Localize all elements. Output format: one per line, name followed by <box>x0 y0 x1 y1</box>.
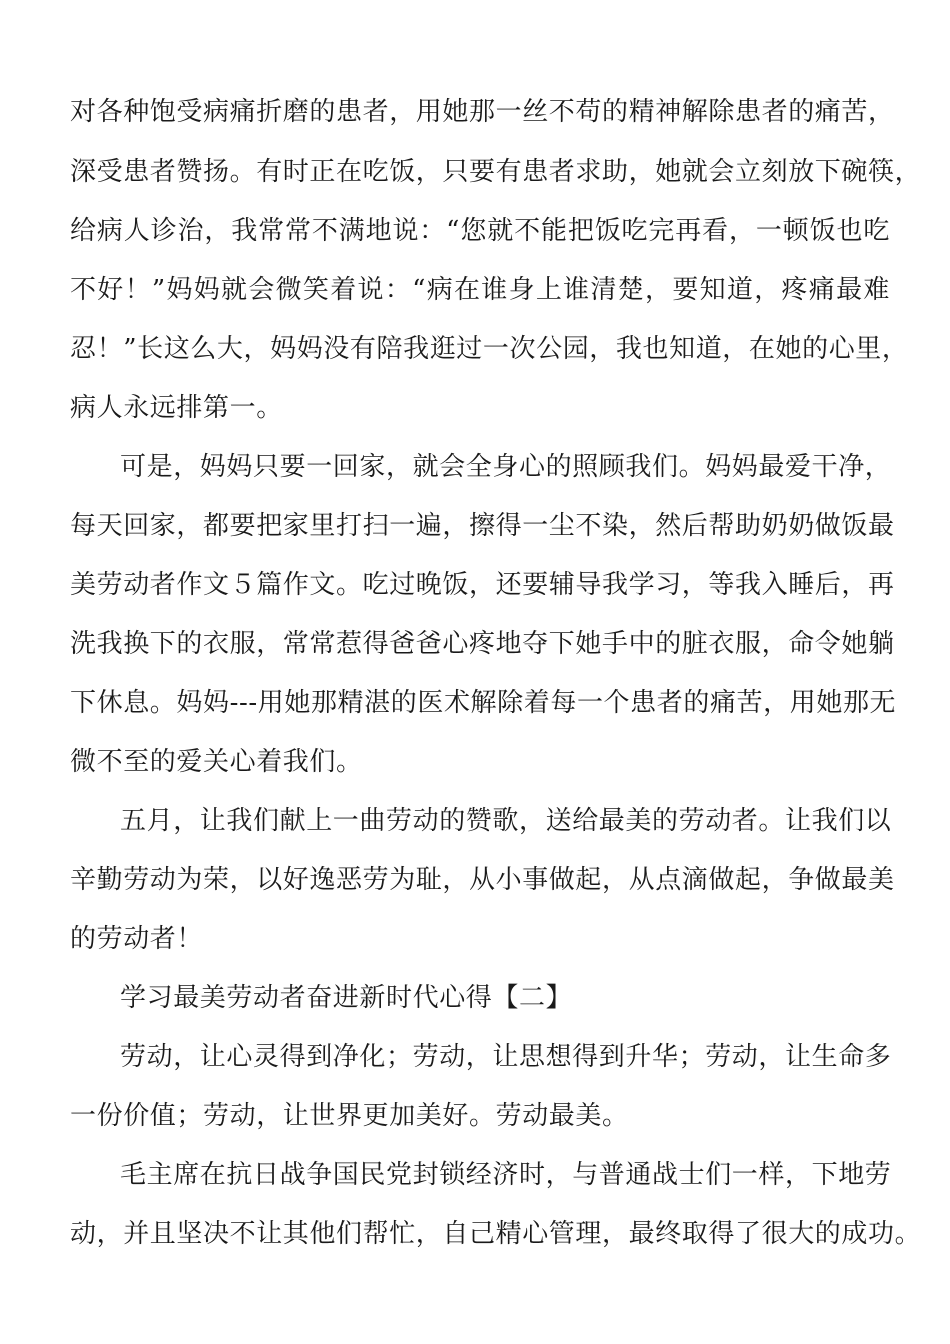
text-line: 洗我换下的衣服，常常惹得爸爸心疼地夺下她手中的脏衣服，命令她躺 <box>70 629 895 659</box>
text-line: 美劳动者作文５篇作文。吃过晚饭，还要辅导我学习，等我入睡后，再 <box>70 570 895 600</box>
text-line: 每天回家，都要把家里打扫一遍，擦得一尘不染，然后帮助奶奶做饭最 <box>70 511 895 541</box>
text-line: 病人永远排第一。 <box>70 393 283 423</box>
text-line: 忍！”长这么大，妈妈没有陪我逛过一次公园，我也知道，在她的心里， <box>70 334 909 364</box>
paragraph-first-line: 毛主席在抗日战争国民党封锁经济时，与普通战士们一样，下地劳 <box>120 1160 892 1190</box>
text-line: 的劳动者！ <box>70 924 204 954</box>
paragraph-first-line: 可是，妈妈只要一回家，就会全身心的照顾我们。妈妈最爱干净， <box>120 452 892 482</box>
paragraph-first-line: 劳动，让心灵得到净化；劳动，让思想得到升华；劳动，让生命多 <box>120 1042 892 1072</box>
text-line: 微不至的爱关心着我们。 <box>70 747 363 777</box>
text-line: 下休息。妈妈---用她那精湛的医术解除着每一个患者的痛苦，用她那无 <box>70 688 897 718</box>
text-line: 动，并且坚决不让其他们帮忙，自己精心管理，最终取得了很大的成功。 <box>70 1219 922 1249</box>
text-line: 一份价值；劳动，让世界更加美好。劳动最美。 <box>70 1101 629 1131</box>
text-line: 给病人诊治，我常常不满地说：“您就不能把饭吃完再看，一顿饭也吃 <box>70 216 890 246</box>
text-line: 对各种饱受病痛折磨的患者，用她那一丝不苟的精神解除患者的痛苦， <box>70 97 895 127</box>
text-line: 辛勤劳动为荣，以好逸恶劳为耻，从小事做起，从点滴做起，争做最美 <box>70 865 895 895</box>
text-line: 不好！”妈妈就会微笑着说：“病在谁身上谁清楚，要知道，疼痛最难 <box>70 275 890 305</box>
text-line: 深受患者赞扬。有时正在吃饭，只要有患者求助，她就会立刻放下碗筷， <box>70 157 922 187</box>
section-heading: 学习最美劳动者奋进新时代心得【二】 <box>120 983 573 1013</box>
paragraph-first-line: 五月，让我们献上一曲劳动的赞歌，送给最美的劳动者。让我们以 <box>120 806 892 836</box>
